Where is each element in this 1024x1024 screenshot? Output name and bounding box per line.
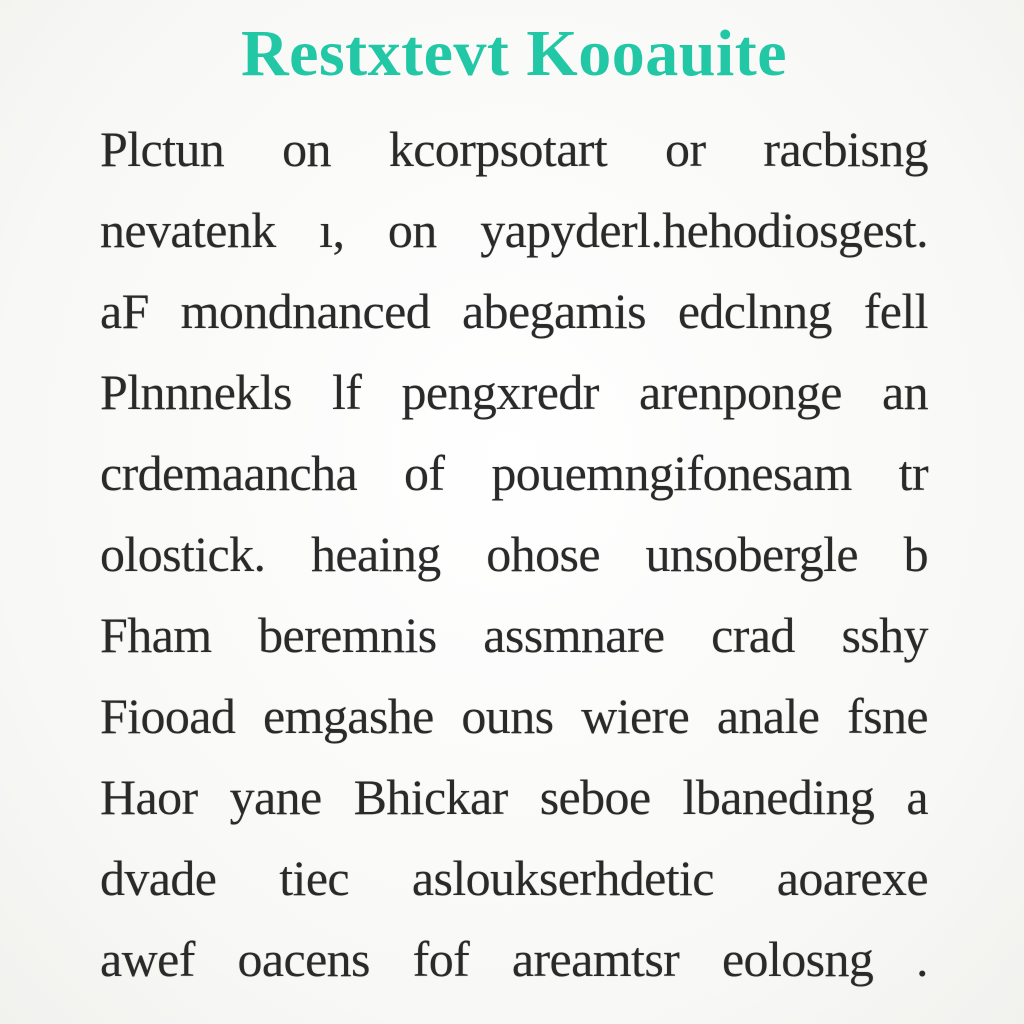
document-body	[100, 108, 928, 999]
word: ohose	[486, 525, 600, 582]
word: fsne	[847, 687, 928, 744]
word: lbaneding	[682, 768, 875, 825]
word: assmnare	[483, 606, 665, 663]
word: kcorpsotart	[388, 120, 608, 177]
word: aF	[100, 282, 149, 339]
word: olostick.	[100, 525, 266, 582]
text-line	[100, 756, 928, 837]
text-line	[100, 918, 928, 999]
text-line	[100, 351, 928, 432]
word: Bhickar	[353, 768, 508, 825]
word: sshy	[841, 606, 928, 663]
word: lf	[332, 363, 362, 420]
text-line	[100, 270, 928, 351]
word: crdemaancha	[100, 444, 358, 501]
word: pengxredr	[401, 363, 599, 420]
word: awef	[100, 930, 195, 987]
word: an	[882, 363, 928, 420]
word: tr	[898, 444, 928, 501]
word: .	[916, 930, 928, 987]
word: or	[665, 120, 706, 177]
word: yapyderl.hehodiosgest.	[480, 201, 928, 258]
word: ouns	[461, 687, 554, 744]
word: on	[387, 201, 437, 258]
word: dvade	[100, 849, 217, 906]
word: ı,	[319, 201, 345, 258]
document-title: Restxtevt Kooauite	[240, 17, 788, 90]
text-line	[100, 594, 928, 675]
word: arenponge	[639, 363, 842, 420]
word: beremnis	[258, 606, 437, 663]
word: b	[903, 525, 928, 582]
word: Plnnnekls	[100, 363, 292, 420]
word: of	[404, 444, 445, 501]
word: yane	[229, 768, 322, 825]
word: anale	[716, 687, 820, 744]
word: asloukserhdetic	[411, 849, 714, 906]
word: Plctun	[100, 120, 225, 177]
text-line	[100, 837, 928, 918]
text-line	[100, 189, 928, 270]
word: on	[282, 120, 331, 177]
word: fof	[412, 930, 470, 987]
word: areamtsr	[511, 930, 680, 987]
word: seboe	[539, 768, 651, 825]
word: edclnng	[677, 282, 832, 339]
text-line	[100, 432, 928, 513]
word: mondnanced	[180, 282, 431, 339]
word: eolosng	[721, 930, 874, 987]
word: crad	[711, 606, 795, 663]
word: unsobergle	[645, 525, 858, 582]
word: Haor	[100, 768, 198, 825]
text-line	[100, 675, 928, 756]
word: oacens	[237, 930, 370, 987]
word: nevatenk	[100, 201, 276, 258]
word: heaing	[311, 525, 441, 582]
word: tiec	[279, 849, 350, 906]
word: a	[906, 768, 928, 825]
word: abegamis	[461, 282, 646, 339]
text-line	[100, 108, 928, 189]
word: racbisng	[763, 120, 928, 177]
word: emgashe	[262, 687, 434, 744]
word: aoarexe	[776, 849, 928, 906]
text-line	[100, 513, 928, 594]
word: Fiooad	[100, 687, 236, 744]
word: wiere	[581, 687, 690, 744]
word: Fham	[100, 606, 212, 663]
word: pouemngifonesam	[491, 444, 852, 501]
word: fell	[863, 282, 928, 339]
